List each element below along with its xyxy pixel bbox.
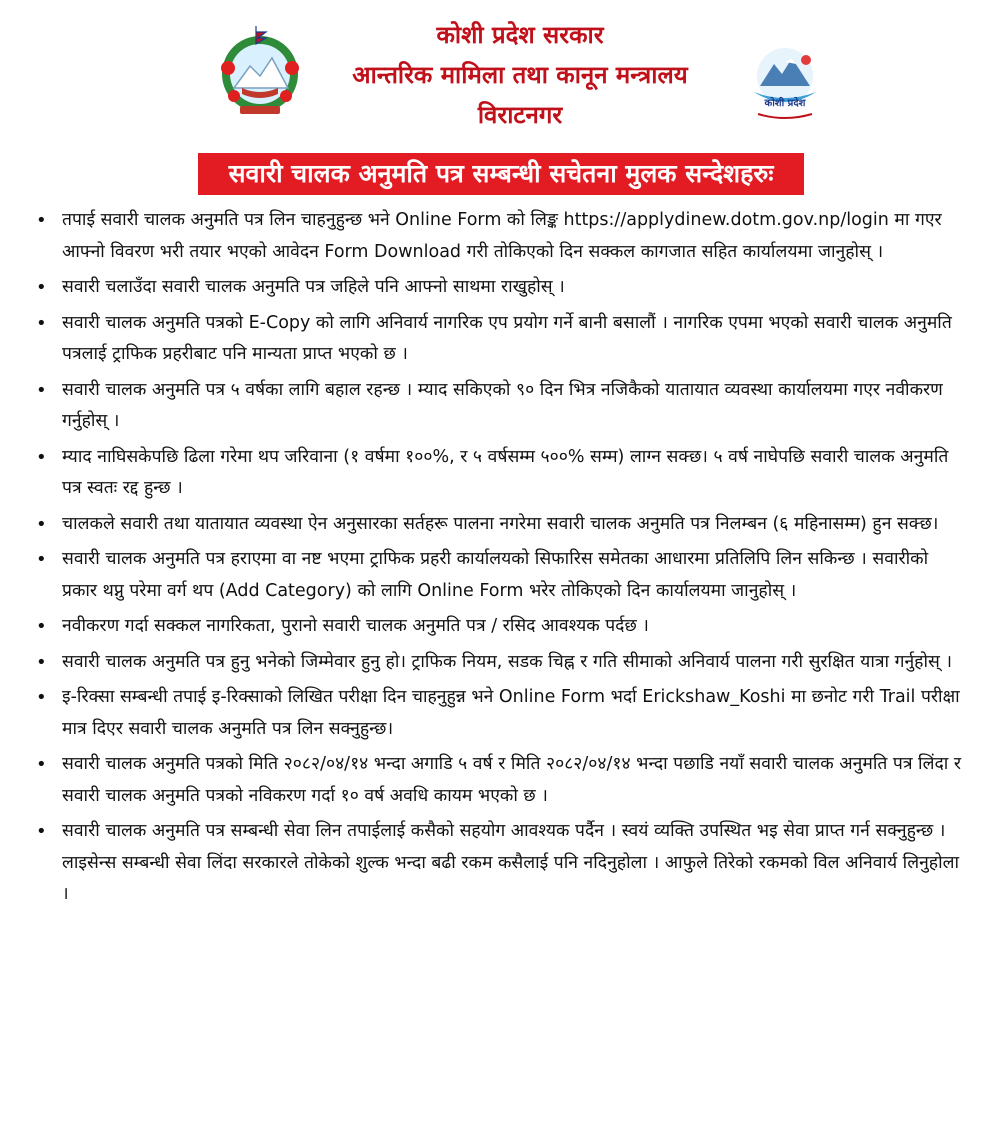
bullet-icon: •: [36, 549, 47, 570]
list-item: [0, 816, 1000, 911]
list-item: [0, 611, 1000, 643]
bullet-icon: •: [36, 513, 47, 535]
list-item-text: सवारी चालक अनुमति पत्रको मिति २०८२/०४/१४ भन्दा अगाडि ५ वर्ष र मिति २०८२/०४/१४ भन्दा पछाडि नयाँ सवारी चालक अनुमति पत्र लिंदा र सवारी चालक अनुमति पत्रको नविकरण गर्दा १० वर्ष अवधि कायम भएको छ ।: [62, 754, 961, 806]
list-item: [0, 442, 1000, 505]
list-item: [0, 375, 1000, 438]
bullet-icon: •: [36, 754, 47, 775]
list-item-text: सवारी चालक अनुमति पत्र हराएमा वा नष्ट भएमा ट्राफिक प्रहरी कार्यालयको सिफारिस समेतका आधारमा प्रतिलिपि लिन सकिन्छ । सवारीको प्रकार थप्नु परेमा वर्ग थप (Add Category) को लागि Online Form भरेर तोकिएको दिन कार्यालयमा जानुहोस् ।: [62, 549, 929, 601]
logo-text: कोशी प्रदेश: [764, 98, 806, 109]
list-item-text: सवारी चलाउँदा सवारी चालक अनुमति पत्र जहिले पनि आफ्नो साथमा राखुहोस् ।: [62, 277, 565, 297]
letterhead-titles: [300, 22, 740, 142]
list-item: [0, 308, 1000, 371]
list-item-text: इ-रिक्सा सम्बन्धी तपाई इ-रिक्साको लिखित परीक्षा दिन चाहनुहुन्न भने Online Form भर्दा Erickshaw_Koshi मा छनोट गरी Trail परीक्षा मात्र दिएर सवारी चालक अनुमति पत्र लिन सक्नुहुन्छ।: [62, 687, 960, 739]
bullet-icon: •: [36, 651, 47, 673]
list-item-text: नवीकरण गर्दा सक्कल नागरिकता, पुरानो सवारी चालक अनुमति पत्र / रसिद आवश्यक पर्दछ ।: [62, 616, 649, 636]
bullet-icon: •: [36, 821, 47, 842]
list-item-text: सवारी चालक अनुमति पत्र हुनु भनेको जिम्मेवार हुनु हो। ट्राफिक नियम, सडक चिह्न र गति सीमाको अनिवार्य पालना गरी सुरक्षित यात्रा गर्नुहोस् ।: [62, 651, 953, 672]
nepal-emblem-icon: [212, 22, 308, 118]
bullet-icon: •: [36, 312, 47, 334]
notice-banner: सवारी चालक अनुमति पत्र सम्बन्धी सचेतना मुलक सन्देशहरुः: [198, 153, 804, 195]
list-item: [0, 509, 1000, 541]
list-item: [0, 647, 1000, 679]
notice-list: [0, 205, 1000, 915]
bullet-icon: •: [36, 687, 47, 708]
list-item-text: सवारी चालक अनुमति पत्रको E-Copy को लागि अनिवार्य नागरिक एप प्रयोग गर्ने बानी बसालौं । नागरिक एपमा भएको सवारी चालक अनुमति पत्रलाई ट्राफिक प्रहरीबाट पनि मान्यता प्राप्त भएको छ ।: [62, 312, 952, 364]
list-item: [0, 544, 1000, 607]
government-name: कोशी प्रदेश सरकार: [436, 21, 604, 49]
list-item-text: सवारी चालक अनुमति पत्र ५ वर्षका लागि बहाल रहन्छ । म्याद सकिएको ९० दिन भित्र नजिकैको यातायात व्यवस्था कार्यालयमा गएर नवीकरण गर्नुहोस् ।: [62, 379, 943, 431]
letterhead: [0, 0, 1000, 150]
list-item: [0, 682, 1000, 745]
bullet-icon: •: [36, 616, 47, 637]
list-item-text: सवारी चालक अनुमति पत्र सम्बन्धी सेवा लिन तपाईलाई कसैको सहयोग आवश्यक पर्दैन । स्वयं व्यक्ति उपस्थित भइ सेवा प्राप्त गर्न सक्नुहुन्छ । लाइसेन्स सम्बन्धी सेवा लिंदा सरकारले तोकेको शुल्क भन्दा बढी रकम कसैलाई पनि नदिनुहोला । आफुले तिरेको रकमको विल अनिवार्य लिनुहोला ।: [62, 821, 960, 904]
bullet-icon: •: [36, 277, 47, 298]
list-item-text: चालकले सवारी तथा यातायात व्यवस्था ऐन अनुसारका सर्तहरू पालना नगरेमा सवारी चालक अनुमति पत्र निलम्बन (६ महिनासम्म) हुन सक्छ।: [62, 513, 939, 534]
list-item: [0, 272, 1000, 304]
office-location: विराटनगर: [477, 101, 563, 129]
bullet-icon: •: [36, 379, 47, 401]
bullet-icon: •: [36, 446, 47, 468]
bullet-icon: •: [36, 210, 47, 231]
list-item: [0, 749, 1000, 812]
list-item-text: म्याद नाघिसकेपछि ढिला गरेमा थप जरिवाना (१ वर्षमा १००%, र ५ वर्षसम्म ५००% सम्म) लाग्न सक्छ। ५ वर्ष नाघेपछि सवारी चालक अनुमति पत्र स्वतः रद्द हुन्छ ।: [62, 446, 949, 498]
list-item-text: तपाई सवारी चालक अनुमति पत्र लिन चाहनुहुन्छ भने Online Form को लिङ्क https://applydinew.dotm.gov.np/login मा गएर आफ्नो विवरण भरी तयार भएको आवेदन Form Download गरी तोकिएको दिन सक्कल कागजात सहित कार्यालयमा जानुहोस् ।: [62, 210, 942, 262]
ministry-name: आन्तरिक मामिला तथा कानून मन्त्रालय: [352, 61, 688, 89]
koshi-province-logo-icon: [740, 42, 830, 124]
list-item: [0, 205, 1000, 268]
